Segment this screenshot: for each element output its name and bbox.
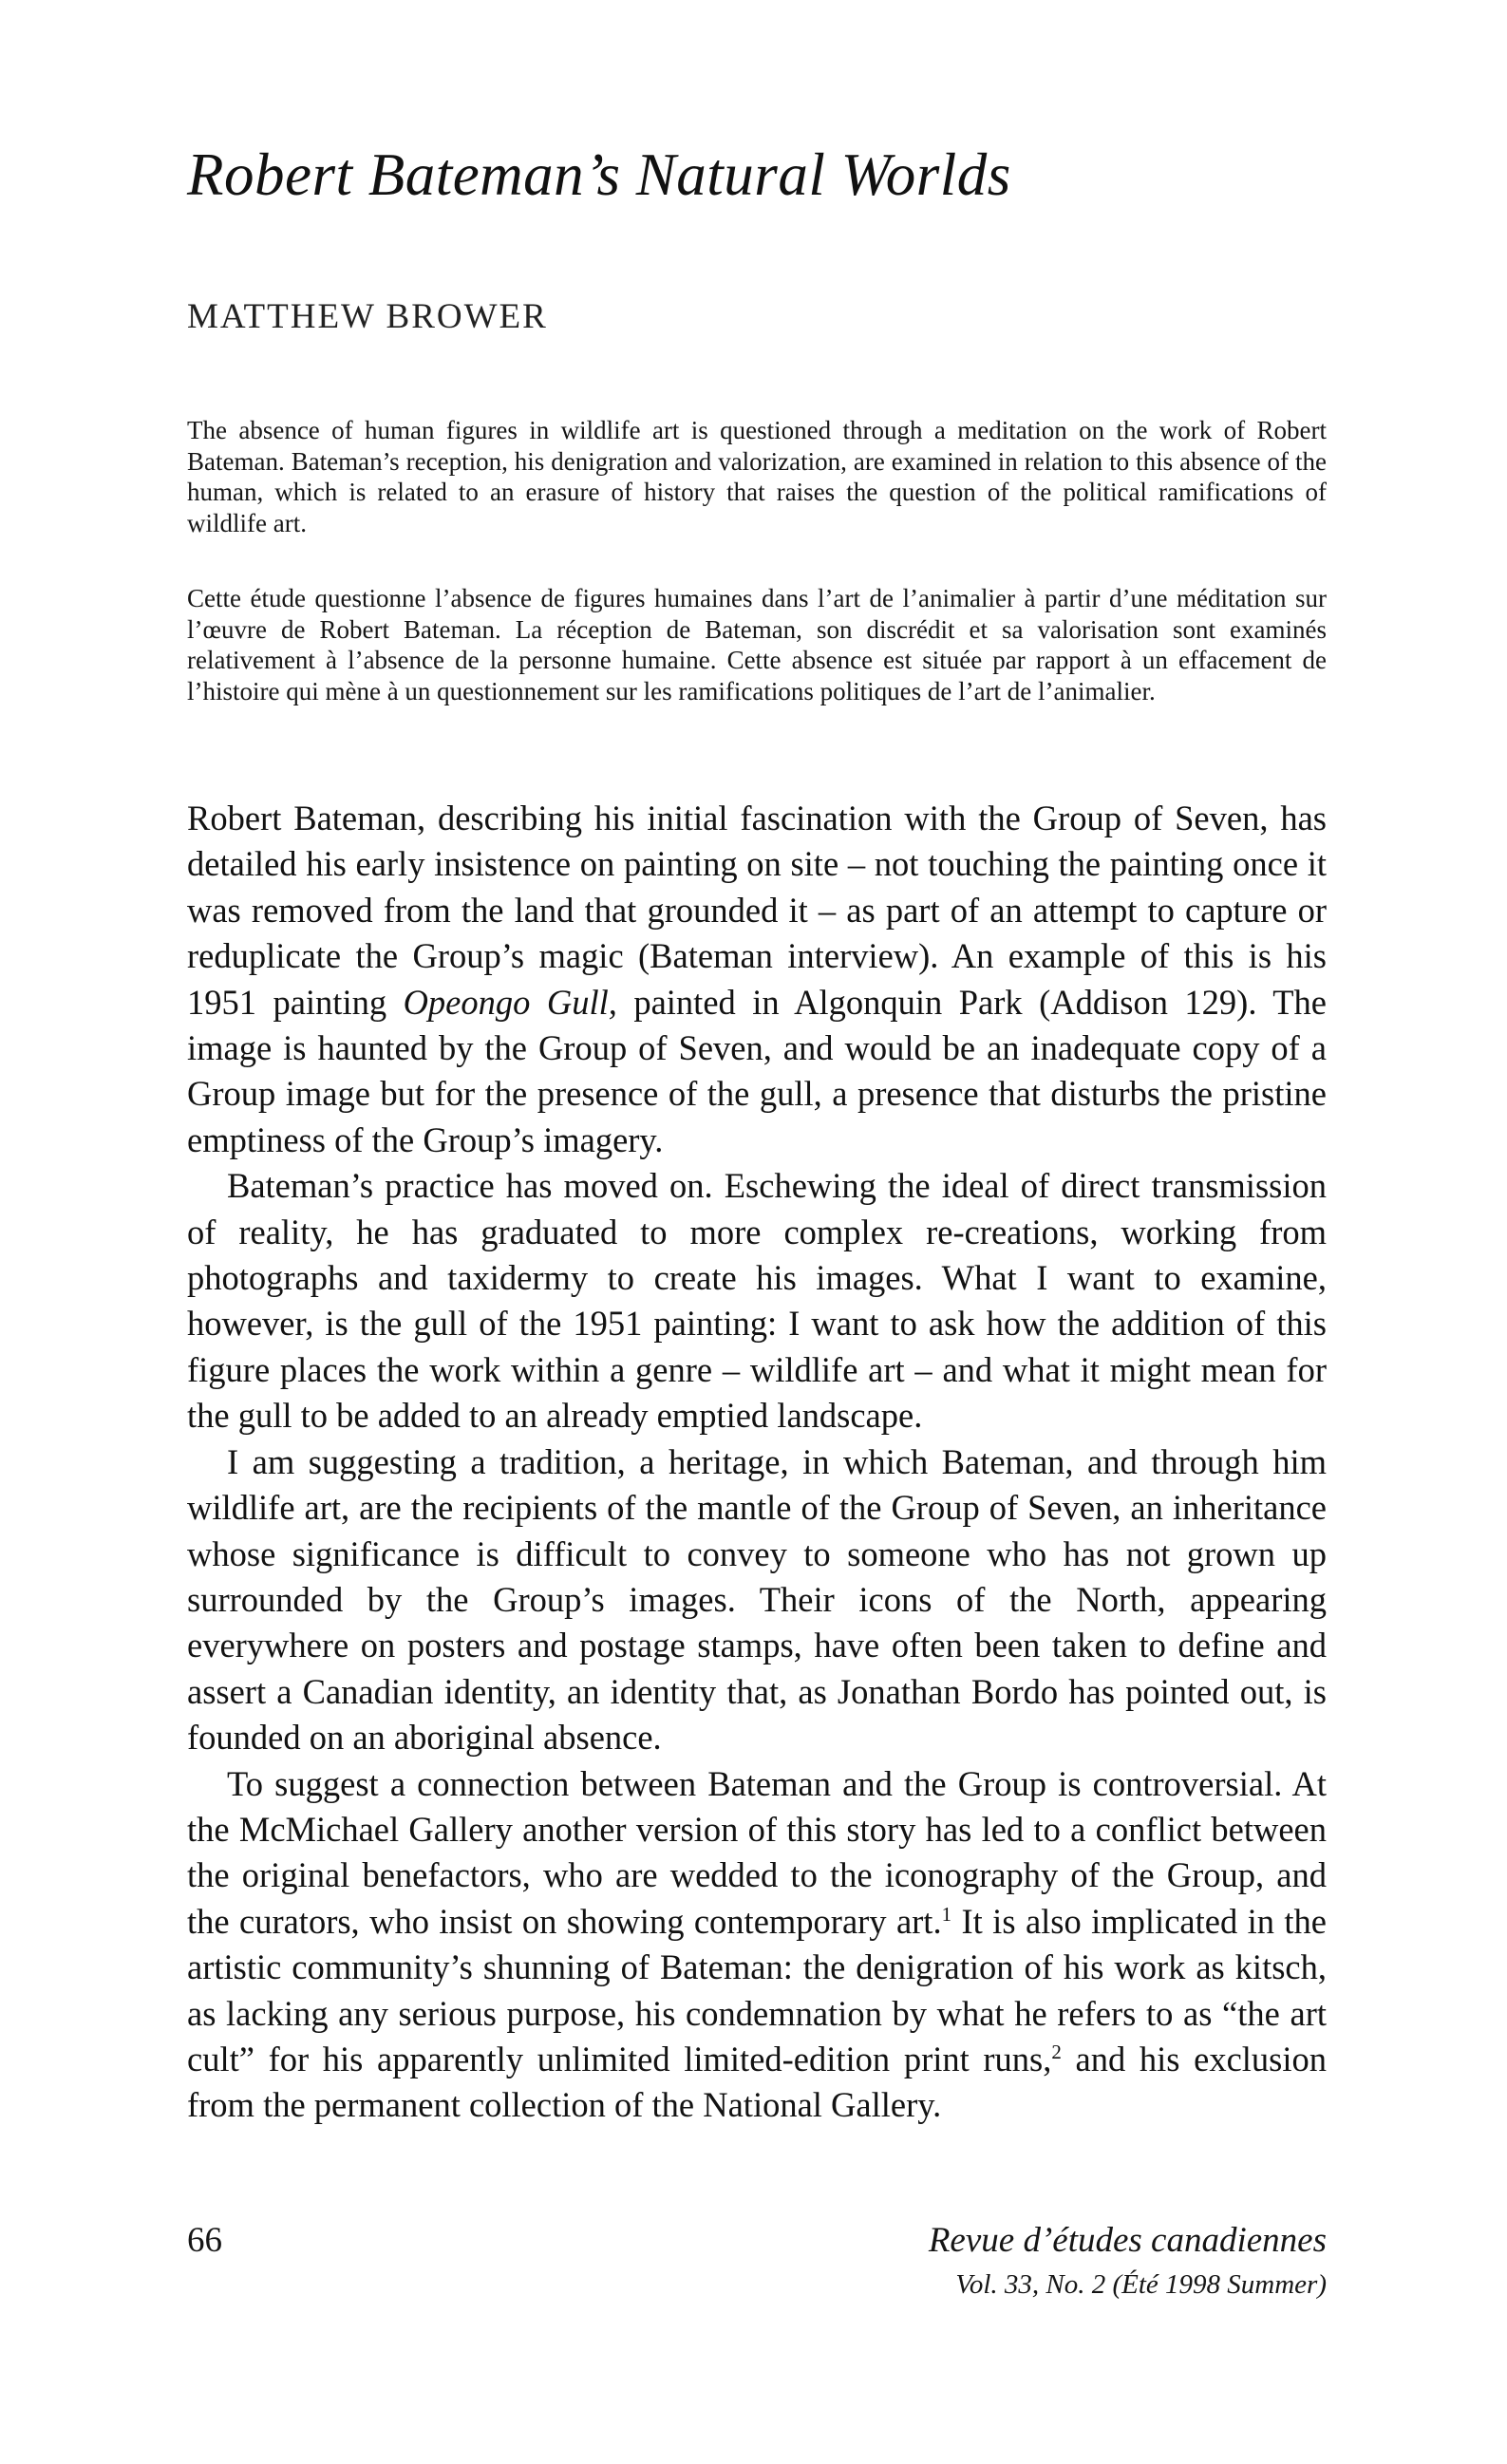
page-number: 66: [187, 2221, 222, 2260]
footnote-marker-2: 2: [1051, 2040, 1062, 2063]
body-paragraph-4: [187, 1761, 1327, 2129]
article-title: Robert Bateman’s Natural Worlds: [187, 141, 1011, 208]
abstract-english: The absence of human figures in wildlife art is questioned through a meditation on the work of Robert Bateman. Bateman’s reception, his denigration and valorization, are examined in relation to this absence of the human, which is related to an erasure of history that raises the question of the political ramifications of wildlife art.: [187, 416, 1327, 537]
paragraph-text: painted in Algonquin Park (Addison 129). The image is haunted by the Group of Seven, and would be an inadequate copy of a Group image but for the presence of the gull, a presence that disturbs the pristine emptiness of the Group’s imagery.: [187, 982, 1327, 1159]
paragraph-text: and his exclusion from the permanent collection of the National Gallery.: [187, 2039, 1327, 2125]
journal-volume: Vol. 33, No. 2 (Été 1998 Summer): [955, 2269, 1327, 2300]
body-paragraph-3: I am suggesting a tradition, a heritage, in which Bateman, and through him wildlife art, are the recipients of the mantle of the Group of Seven, an inheritance whose significance is difficult to convey to someone who has not grown up surrounded by the Group’s images. Their icons of the North, appearing everywhere on posters and postage stamps, have often been taken to define and assert a Canadian identity, an identity that, as Jonathan Bordo has pointed out, is founded on an aboriginal absence.: [187, 1441, 1327, 1758]
footnote-marker-1: 1: [941, 1902, 952, 1926]
paragraph-text: Robert Bateman, describing his initial fascination with the Group of Seven, has detailed his early insistence on painting on site – not touching the painting once it was removed from the land that grounded it – as part of an attempt to capture or reduplicate the Group’s magic (Bateman interview). An example of this is his 1951 painting: [187, 799, 1327, 1022]
body-paragraph-1: [187, 796, 1327, 1163]
paragraph-text: It is also implicated in the artistic community’s shunning of Bateman: the denigration of his work as kitsch, as lacking any serious purpose, his condemnation by what he refers to as “the art cult” for his apparently unlimited limited-edition print runs,: [187, 1901, 1327, 2078]
article-author: MATTHEW BROWER: [187, 297, 548, 336]
abstract-french: Cette étude questionne l’absence de figures humaines dans l’art de l’animalier à partir d’une méditation sur l’œuvre de Robert Bateman. La réception de Bateman, son discrédit et sa valorisation sont examinés relativement à l’absence de la personne humaine. Cette absence est située par rapport à un effacement de l’histoire qui mène à un questionnement sur les ramifications politiques de l’art de l’animalier.: [187, 584, 1327, 705]
article-body: [187, 796, 1327, 2129]
body-paragraph-2: Bateman’s practice has moved on. Eschewing the ideal of direct transmission of reality, he has graduated to more complex re-creations, working from photographs and taxidermy to create his images. What I want to examine, however, is the gull of the 1951 painting: I want to ask how the addition of this figure places the work within a genre – wildlife art – and what it might mean for the gull to be added to an already emptied landscape.: [187, 1166, 1327, 1436]
paragraph-text: To suggest a connection between Bateman and the Group is controversial. At the McMichael Gallery another version of this story has led to a conflict between the original benefactors, who are wedded to the iconography of the Group, and the curators, who insist on showing contemporary art.: [187, 1763, 1327, 1941]
journal-name: Revue d’études canadiennes: [928, 2221, 1327, 2260]
painting-title: Opeongo Gull,: [403, 982, 617, 1022]
